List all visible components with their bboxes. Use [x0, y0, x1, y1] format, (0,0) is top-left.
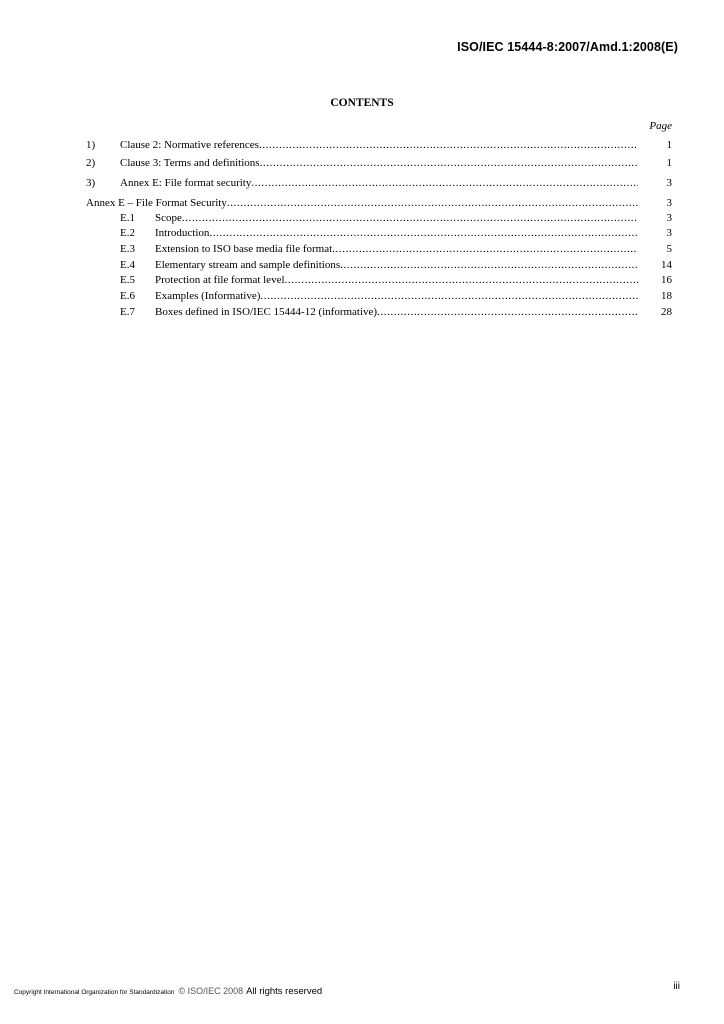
page-number: iii: [673, 981, 680, 992]
contents-heading: CONTENTS: [330, 97, 394, 109]
all-rights-reserved: All rights reserved: [246, 986, 323, 997]
toc-entry-page: 1: [666, 139, 672, 151]
toc-entry-number: E.7: [120, 306, 135, 318]
toc-entry-title: Clause 3: Terms and definitions: [120, 157, 260, 169]
toc-entry-title: Examples (Informative): [155, 290, 261, 302]
dot-leader: [182, 211, 638, 225]
toc-entry-page: 18: [661, 290, 672, 302]
toc-entry[interactable]: [86, 156, 672, 170]
dot-leader: [377, 305, 638, 319]
toc-entry-number: E.5: [120, 274, 135, 286]
toc-entry-title: Clause 2: Normative references: [120, 139, 259, 151]
toc-subentry[interactable]: [86, 289, 672, 303]
document-id-header: ISO/IEC 15444-8:2007/Amd.1:2008(E): [457, 40, 678, 54]
toc-entry-page: 3: [666, 197, 672, 209]
toc-entry-page: 28: [661, 306, 672, 318]
toc-entry-title: Protection at file format level: [155, 274, 285, 286]
toc-subentry[interactable]: [86, 273, 672, 287]
toc-entry-number: E.4: [120, 259, 135, 271]
toc-entry-number: E.1: [120, 212, 135, 224]
dot-leader: [340, 258, 638, 272]
toc-entry-page: 3: [666, 227, 672, 239]
toc-entry[interactable]: [86, 138, 672, 152]
toc-entry-number: 2): [86, 157, 96, 169]
toc-entry-number: 3): [86, 177, 96, 189]
toc-entry-page: 3: [666, 212, 672, 224]
dot-leader: [260, 289, 638, 303]
dot-leader: [332, 242, 638, 256]
toc-entry-title: Scope: [155, 212, 182, 224]
toc-subentry[interactable]: [86, 258, 672, 272]
toc-entry-page: 1: [666, 157, 672, 169]
dot-leader: [285, 273, 638, 287]
toc-entry-page: 5: [666, 243, 672, 255]
toc-entry[interactable]: [86, 176, 672, 190]
footer-copyright: [14, 981, 322, 999]
toc-entry-number: E.3: [120, 243, 135, 255]
dot-leader: [251, 176, 638, 190]
toc-entry-title: Elementary stream and sample definitions: [155, 259, 341, 271]
copyright-iso: © ISO/IEC 2008: [178, 986, 244, 996]
copyright-organization: Copyright International Organization for Standardization: [14, 989, 175, 996]
dot-leader: [260, 156, 638, 170]
toc-entry-annex[interactable]: [86, 196, 672, 210]
toc-entry-title: Annex E – File Format Security: [86, 197, 227, 209]
dot-leader: [209, 226, 638, 240]
toc-entry-number: 1): [86, 139, 96, 151]
toc-entry-page: 3: [666, 177, 672, 189]
dot-leader: [259, 138, 638, 152]
toc-subentry[interactable]: [86, 242, 672, 256]
toc-entry-page: 14: [661, 259, 672, 271]
toc-entry-number: E.6: [120, 290, 135, 302]
toc-entry-title: Annex E: File format security: [120, 177, 252, 189]
dot-leader: [227, 196, 638, 210]
toc-subentry[interactable]: [86, 305, 672, 319]
toc-entry-title: Introduction: [155, 227, 210, 239]
toc-subentry[interactable]: [86, 211, 672, 225]
toc-subentry[interactable]: [86, 226, 672, 240]
page-column-label: Page: [649, 120, 672, 132]
toc-entry-title: Boxes defined in ISO/IEC 15444-12 (informative): [155, 306, 378, 318]
toc-entry-number: E.2: [120, 227, 135, 239]
toc-entry-title: Extension to ISO base media file format: [155, 243, 333, 255]
toc-entry-page: 16: [661, 274, 672, 286]
